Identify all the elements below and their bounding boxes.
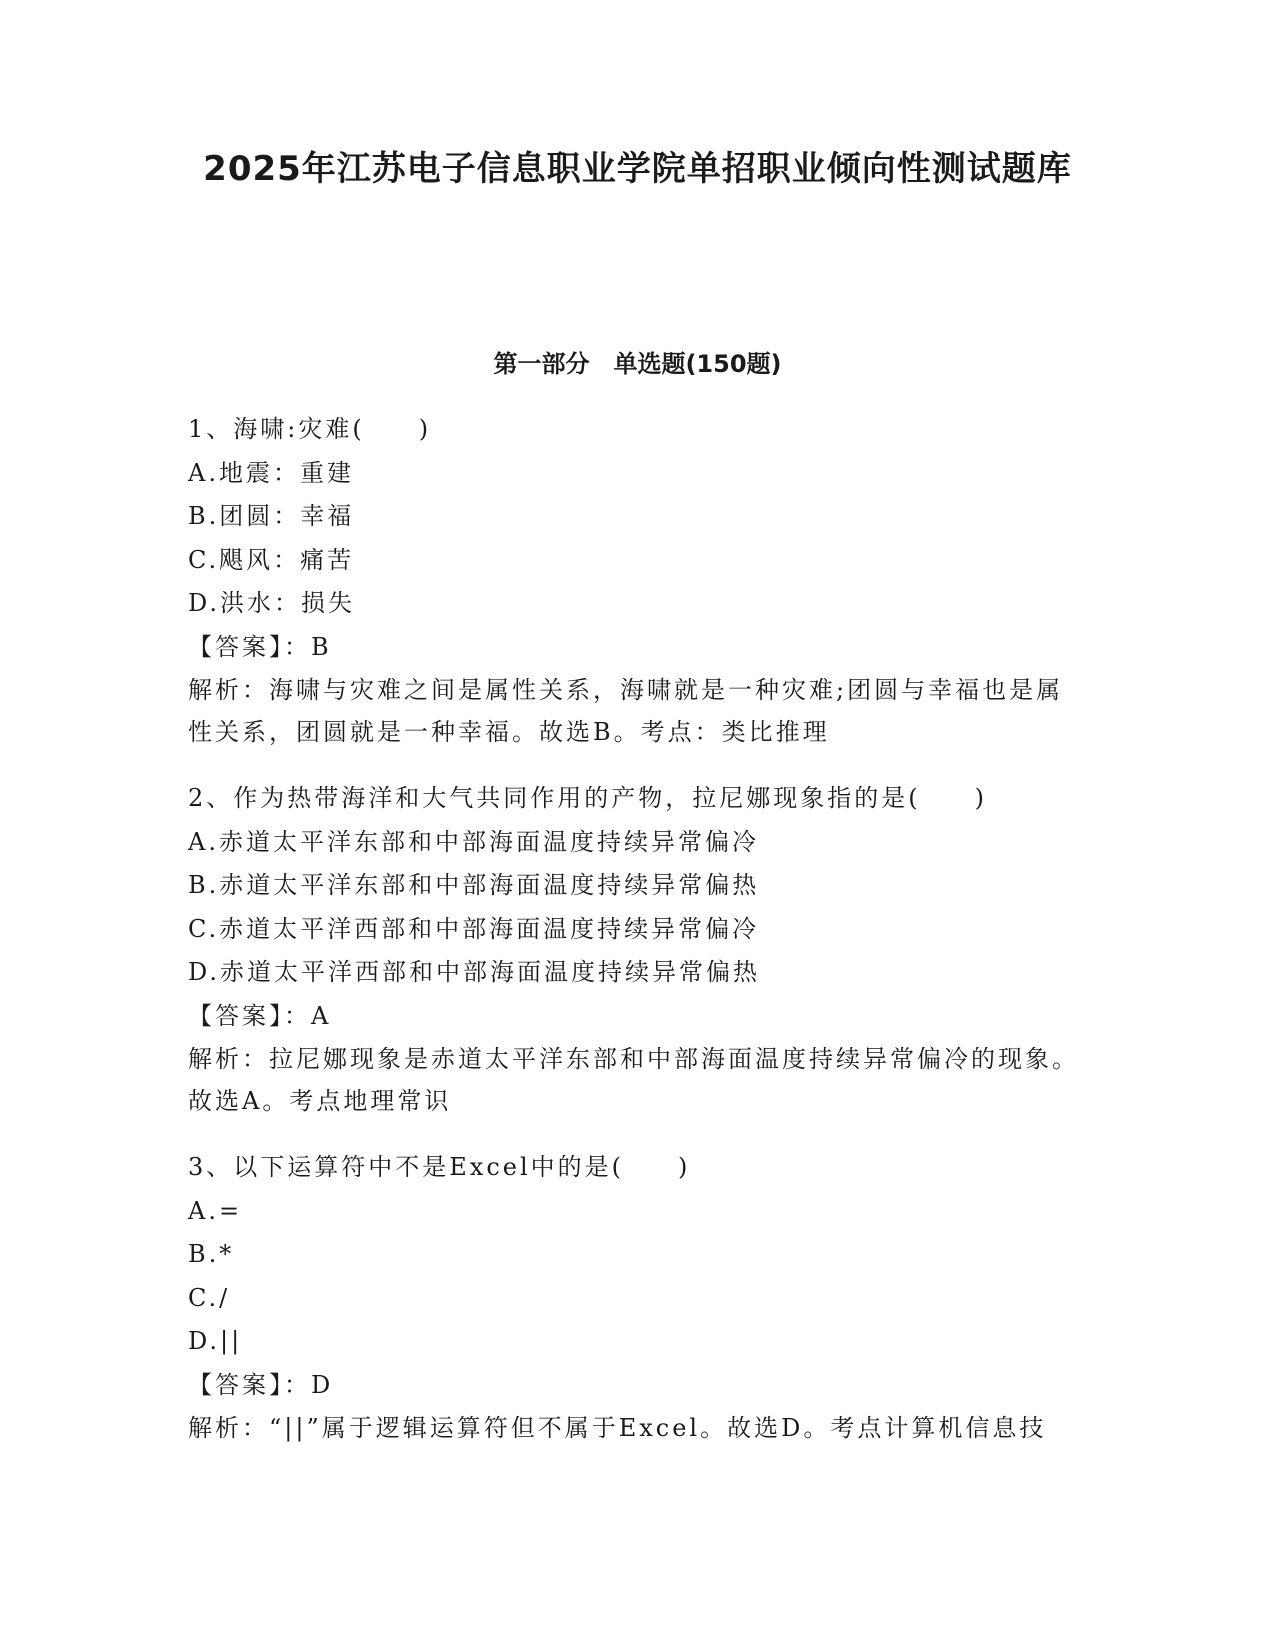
option-a: A.= — [188, 1196, 243, 1225]
explanation: 解析：海啸与灾难之间是属性关系，海啸就是一种灾难;团圆与幸福也是属性关系，团圆就是一种幸福。故选B。考点：类比推理 — [188, 676, 1064, 746]
option-c: C.赤道太平洋西部和中部海面温度持续异常偏冷 — [188, 914, 760, 943]
explanation: 解析：“||”属于逻辑运算符但不属于Excel。故选D。考点计算机信息技 — [188, 1414, 1047, 1442]
option-c: C./ — [188, 1283, 231, 1312]
option-c: C.飓风：痛苦 — [188, 545, 355, 574]
answer: 【答案】：B — [188, 632, 332, 661]
explanation: 解析：拉尼娜现象是赤道太平洋东部和中部海面温度持续异常偏冷的现象。故选A。考点地理常识 — [188, 1045, 1079, 1115]
question-1 — [188, 408, 1088, 753]
answer: 【答案】：A — [188, 1001, 332, 1030]
question-stem: 3、以下运算符中不是Excel中的是( ) — [188, 1153, 691, 1181]
option-d: D.赤道太平洋西部和中部海面温度持续异常偏热 — [188, 958, 761, 986]
option-b: B.* — [188, 1240, 235, 1268]
option-b: B.赤道太平洋东部和中部海面温度持续异常偏热 — [188, 871, 760, 899]
question-stem: 2、作为热带海洋和大气共同作用的产物，拉尼娜现象指的是( ) — [188, 784, 987, 812]
option-d: D.|| — [188, 1327, 243, 1355]
document-title: 2025年江苏电子信息职业学院单招职业倾向性测试题库 — [203, 149, 1072, 189]
answer: 【答案】：D — [188, 1370, 334, 1399]
question-2 — [188, 777, 1088, 1122]
option-a: A.赤道太平洋东部和中部海面温度持续异常偏冷 — [188, 827, 759, 856]
question-list — [188, 408, 1088, 1473]
question-3 — [188, 1146, 1088, 1449]
section-heading: 第一部分 单选题(150题) — [493, 350, 782, 378]
option-a: A.地震：重建 — [188, 458, 354, 487]
option-b: B.团圆：幸福 — [188, 502, 355, 530]
question-stem: 1、海啸:灾难( ) — [188, 415, 432, 443]
option-d: D.洪水：损失 — [188, 589, 356, 617]
